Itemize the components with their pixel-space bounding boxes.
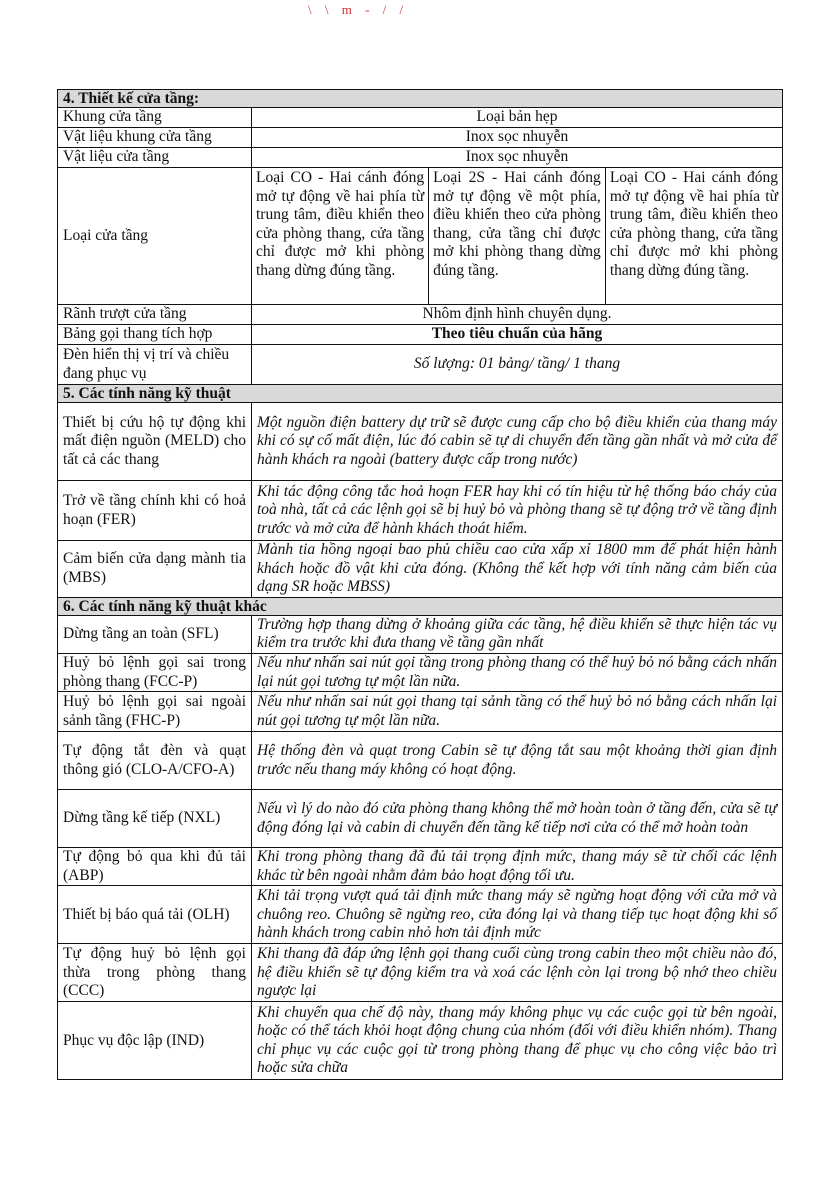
hall-panel-value: Theo tiêu chuẩn của hãng — [252, 325, 783, 345]
frame-material-value: Inox sọc nhuyễn — [252, 128, 783, 148]
ind-desc: Khi chuyển qua chế độ này, thang máy không phục vụ các cuộc gọi từ bên ngoài, hoặc có thể tách khỏi hoạt động chung của nhóm (đối với điều khiển nhóm). Thang chỉ phục vụ các cuộc gọi từ trong phòng thang để phục vụ cho công việc bảo trì hoặc sửa chữa — [252, 1002, 783, 1080]
mbs-desc: Mành tia hồng ngoại bao phủ chiều cao cửa xấp xỉ 1800 mm để phát hiện hành khách hoặc đồ vật khi cửa đóng. (Không thể kết hợp với tính năng cảm biến của dạng SR hoặc MBSS) — [252, 541, 783, 598]
section4-title: 4. Thiết kế cửa tầng: — [58, 90, 783, 108]
abp-desc: Khi trong phòng thang đã đủ tải trọng định mức, thang máy sẽ từ chối các lệnh khác từ bên ngoài nhằm đảm bảo hoạt động tối ưu. — [252, 848, 783, 886]
fhc-desc: Nếu như nhấn sai nút gọi thang tại sảnh tầng có thể huỷ bỏ nó bằng cách nhấn lại nút gọi tương tự một lần nữa. — [252, 692, 783, 732]
sill-value: Nhôm định hình chuyên dụng. — [252, 305, 783, 325]
nxl-label: Dừng tầng kế tiếp (NXL) — [58, 790, 252, 848]
meld-label: Thiết bị cứu hộ tự động khi mất điện nguồn (MELD) cho tất cả các thang — [58, 403, 252, 481]
ccc-label: Tự động huỷ bỏ lệnh gọi thừa trong phòng thang (CCC) — [58, 944, 252, 1002]
fhc-label: Huỷ bỏ lệnh gọi sai ngoài sảnh tầng (FHC-P) — [58, 692, 252, 732]
door-type-label: Loại cửa tầng — [58, 168, 252, 305]
fcc-label: Huỷ bỏ lệnh gọi sai trong phòng thang (FCC-P) — [58, 653, 252, 691]
indicator-label: Đèn hiển thị vị trí và chiều đang phục vụ — [58, 345, 252, 385]
clo-desc: Hệ thống đèn và quạt trong Cabin sẽ tự động tắt sau một khoảng thời gian định trước nếu thang máy không có hoạt động. — [252, 732, 783, 790]
door-material-value: Inox sọc nhuyễn — [252, 148, 783, 168]
sill-label: Rãnh trượt cửa tầng — [58, 305, 252, 325]
frame-material-label: Vật liệu khung cửa tầng — [58, 128, 252, 148]
frame-value: Loại bản hẹp — [252, 108, 783, 128]
clo-label: Tự động tắt đèn và quạt thông gió (CLO-A/CFO-A) — [58, 732, 252, 790]
olh-desc: Khi tải trọng vượt quá tải định mức thang máy sẽ ngừng hoạt động với cửa mở và chuông reo. Chuông sẽ ngừng reo, cửa đóng lại và thang tiếp tục hoạt động khi số hành khách trong cabin nhỏ hơn tải định mức — [252, 886, 783, 944]
door-material-label: Vật liệu cửa tầng — [58, 148, 252, 168]
mbs-label: Cảm biến cửa dạng mành tia (MBS) — [58, 541, 252, 598]
door-type-option-2s: Loại 2S - Hai cánh đóng mở tự động về một phía, điều khiển theo cửa phòng thang, cửa tầng chỉ được mở khi phòng thang dừng đúng tầng. — [429, 168, 606, 304]
door-type-option-co-alt: Loại CO - Hai cánh đóng mở tự động về hai phía từ trung tâm, điều khiển theo cửa phòng thang, cửa tầng chỉ được mở khi phòng thang dừng đúng tầng. — [609, 169, 778, 279]
ccc-desc: Khi thang đã đáp ứng lệnh gọi thang cuối cùng trong cabin theo một chiều nào đó, hệ điều khiển sẽ tự động kiểm tra và xoá các lệnh còn lại trong bộ nhớ theo chiều ngược lại — [252, 944, 783, 1002]
meld-desc: Một nguồn điện battery dự trữ sẽ được cung cấp cho bộ điều khiển của thang máy khi có sự cố mất điện, lúc đó cabin sẽ tự di chuyển đến tầng gần nhất và mở cửa để hành khách ra ngoài (battery được cấp trong nước) — [252, 403, 783, 481]
olh-label: Thiết bị báo quá tải (OLH) — [58, 886, 252, 944]
door-type-options — [252, 168, 783, 305]
sfl-label: Dừng tầng an toàn (SFL) — [58, 615, 252, 653]
ind-label: Phục vụ độc lập (IND) — [58, 1002, 252, 1080]
spec-table — [57, 89, 783, 1080]
door-type-option-co: Loại CO - Hai cánh đóng mở tự động về hai phía từ trung tâm, điều khiển theo cửa phòng thang, cửa tầng chỉ được mở khi phòng thang dừng đúng tầng. — [252, 168, 429, 304]
abp-label: Tự động bỏ qua khi đủ tải (ABP) — [58, 848, 252, 886]
frame-label: Khung cửa tầng — [58, 108, 252, 128]
nxl-desc: Nếu vì lý do nào đó cửa phòng thang không thể mở hoàn toàn ở tầng đến, cửa sẽ tự động đóng lại và cabin di chuyển đến tầng kế tiếp nơi cửa có thể mở hoàn toàn — [252, 790, 783, 848]
fer-desc: Khi tác động công tắc hoả hoạn FER hay khi có tín hiệu từ hệ thống báo cháy của toà nhà, tất cả các lệnh gọi sẽ bị huỷ bỏ và phòng thang sẽ tự động trở về tầng định trước và mở cửa để hành khách thoát hiểm. — [252, 481, 783, 541]
sfl-desc: Trường hợp thang dừng ở khoảng giữa các tầng, hệ điều khiển sẽ thực hiện tác vụ kiểm tra trước khi đưa thang về tầng gần nhất — [252, 615, 783, 653]
fcc-desc: Nếu như nhấn sai nút gọi tầng trong phòng thang có thể huỷ bỏ nó bằng cách nhấn lại nút gọi tương tự một lần nữa. — [252, 653, 783, 691]
red-stamp-fragment: \ \ m - / / — [308, 2, 409, 16]
fer-label: Trở về tầng chính khi có hoả hoạn (FER) — [58, 481, 252, 541]
section5-title: 5. Các tính năng kỹ thuật — [58, 385, 783, 403]
indicator-value: Số lượng: 01 bảng/ tầng/ 1 thang — [252, 345, 783, 385]
section6-title: 6. Các tính năng kỹ thuật khác — [58, 597, 783, 615]
hall-panel-label: Bảng gọi thang tích hợp — [58, 325, 252, 345]
